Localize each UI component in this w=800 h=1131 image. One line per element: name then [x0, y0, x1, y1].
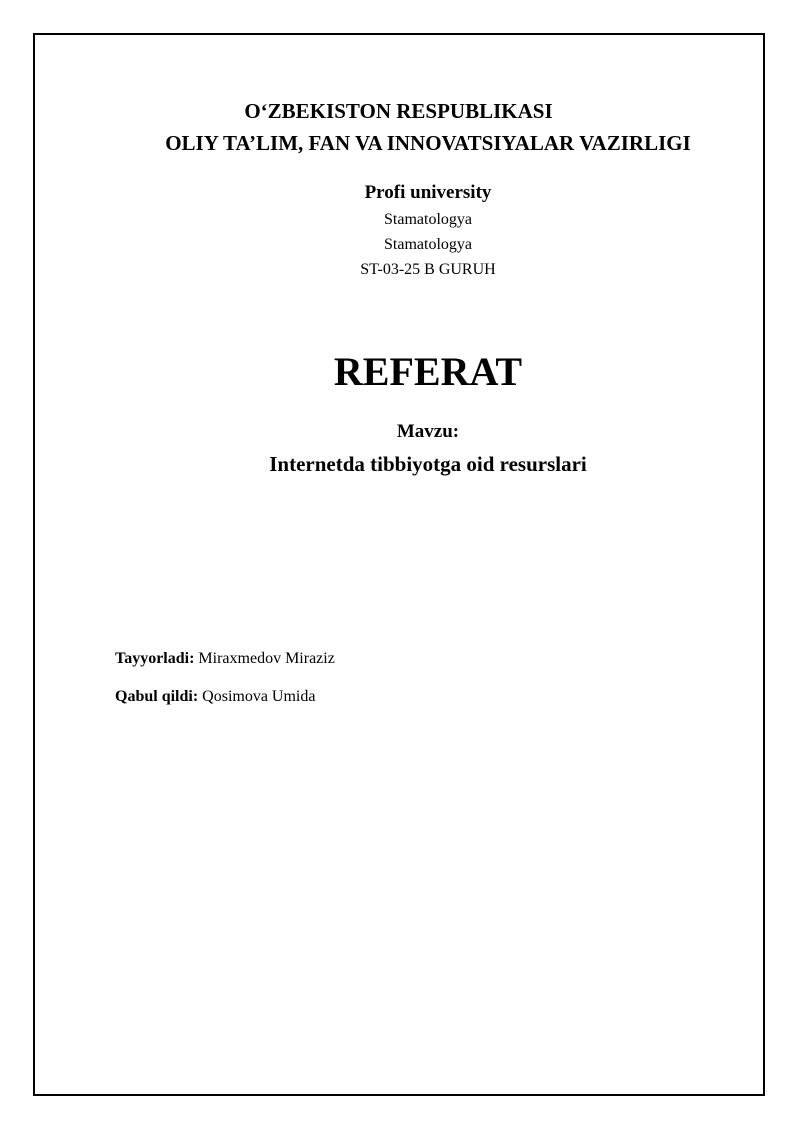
accepted-by-value: Qosimova Umida [198, 688, 316, 705]
document-type-title: REFERAT [333, 349, 523, 394]
university-name: Profi university [364, 182, 492, 203]
group-name: ST-03-25 B GURUH [360, 261, 496, 278]
prepared-by-value: Miraxmedov Miraziz [194, 650, 335, 667]
accepted-by-line [115, 687, 315, 707]
accepted-by-label: Qabul qildi: [115, 688, 199, 705]
country-heading: O‘ZBEKISTON RESPUBLIKASI [244, 99, 553, 123]
prepared-by-label: Tayyorladi: [115, 650, 195, 667]
prepared-by-line [115, 649, 335, 669]
ministry-heading: OLIY TA’LIM, FAN VA INNOVATSIYALAR VAZIRLIGI [165, 131, 691, 155]
direction-name: Stamatologya [384, 236, 472, 253]
faculty-name: Stamatologya [384, 211, 472, 228]
topic-label: Mavzu: [396, 421, 460, 442]
topic-title: Internetda tibbiyotga oid resurslari [269, 452, 587, 476]
